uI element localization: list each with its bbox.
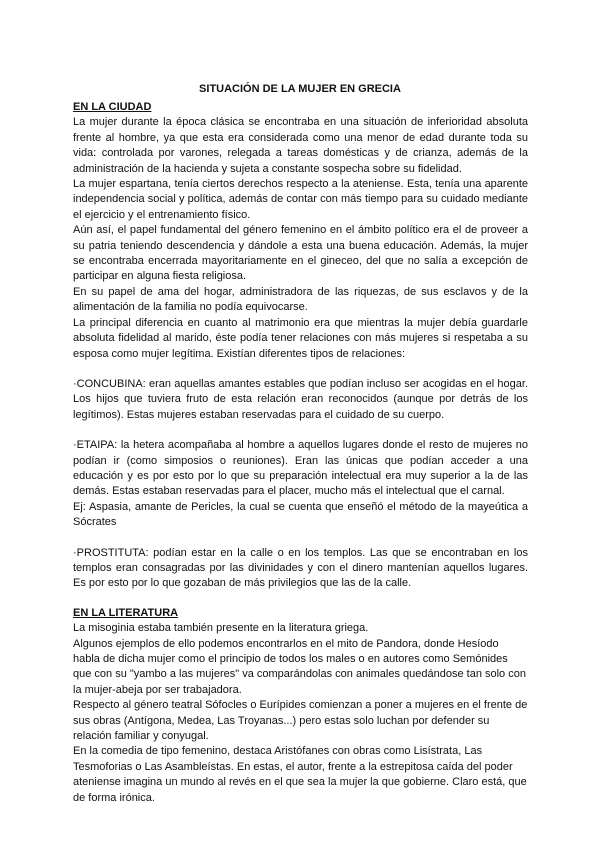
section-heading-ciudad: EN LA CIUDAD: [73, 101, 152, 113]
relation-prostituta: ·PROSTITUTA: podían estar en la calle o en los templos. Las que se encontraban en los templos eran consagradas por las divinidades y con el dinero mantenían aquellos lugares. Es por esto por lo que gozaban de más privilegios que las de la calle.: [73, 546, 528, 590]
paragraph: La principal diferencia en cuanto al matrimonio era que mientras la mujer debía guardarle absoluta fidelidad al marido, éste podía tener relaciones con más mujeres si respetaba a su esposa como mujer legítima. Existían diferentes tipos de relaciones:: [73, 316, 528, 360]
section-heading-literatura: EN LA LITERATURA: [73, 606, 179, 619]
paragraph: En su papel de ama del hogar, administradora de las riquezas, de sus esclavos y de la alimentación de la familia no podía equivocarse.: [73, 285, 528, 314]
relation-etaipa: ·ETAIPA: la hetera acompañaba al hombre a aquellos lugares donde el resto de mujeres no podían ir (como simposios o reuniones). Eran las únicas que podían acceder a una educación y es por esto por lo que su preparación intelectual era muy superior a la de las demás. Estas estaban reservadas para el placer, mucho más el intelectual que el carnal.: [73, 439, 528, 498]
paragraph: La mujer espartana, tenía ciertos derechos respecto a la ateniense. Esta, tenía una aparente independencia social y política, además de contar con más tiempo para su cuidado mediante el ejercicio y el entrenamiento físico.: [73, 178, 528, 221]
document-title: SITUACIÓN DE LA MUJER EN GRECIA: [199, 83, 401, 95]
paragraph: Aún así, el papel fundamental del género femenino en el ámbito político era el de proveer a su patria teniendo descendencia y dándole a esta una buena educación. Además, la mujer se encontraba encerrada mayoritariamente en el gineceo, del que no salía a excepción de participar en alguna fiesta religiosa.: [73, 224, 528, 283]
paragraph: La misoginia estaba también presente en la literatura griega.: [73, 622, 369, 635]
relation-concubina: ·CONCUBINA: eran aquellas amantes estables que podían incluso ser acogidas en el hogar. Los hijos que tuviera fruto de esta relación eran reconocidos (aunque por detrás de los legítimos). Estas mujeres estaban reservadas para el cuidado de su cuerpo.: [73, 377, 528, 421]
example-aspasia: Ej: Aspasia, amante de Pericles, la cual se cuenta que enseñó el método de la mayeútica a Sócrates: [73, 500, 528, 529]
paragraph: Respecto al género teatral Sófocles o Eurípides comienzan a poner a mujeres en el frente de sus obras (Antígona, Medea, Las Troyanas...) pero estas solo luchan por defender su relación familiar y conyugal.: [73, 699, 528, 743]
paragraph: Algunos ejemplos de ello podemos encontrarlos en el mito de Pandora, donde Hesíodo habla de dicha mujer como el principio de todos los males o en autores como Semónides que con su "yambo a las mujeres" va comparándolas con animales quedándose tan solo con la mujer-abeja por ser trabajadora.: [73, 637, 526, 696]
paragraph: La mujer durante la época clásica se encontraba en una situación de inferioridad absoluta frente al hombre, ya que esta era considerada como una menor de edad durante toda su vida: controlada por varones, relegada a tareas domésticas y de crianza, además de la administración de la hacienda y sujeta a constante sospecha sobre su fidelidad.: [73, 116, 528, 175]
paragraph: En la comedia de tipo femenino, destaca Aristófanes con obras como Lisístrata, Las Tesmoforias o Las Asambleístas. En estas, el autor, frente a la estrepitosa caída del poder ateniense imagina un mundo al revés en el que sea la mujer la que gobierne. Claro está, que de forma irónica.: [73, 745, 527, 804]
document-body: [73, 100, 528, 806]
